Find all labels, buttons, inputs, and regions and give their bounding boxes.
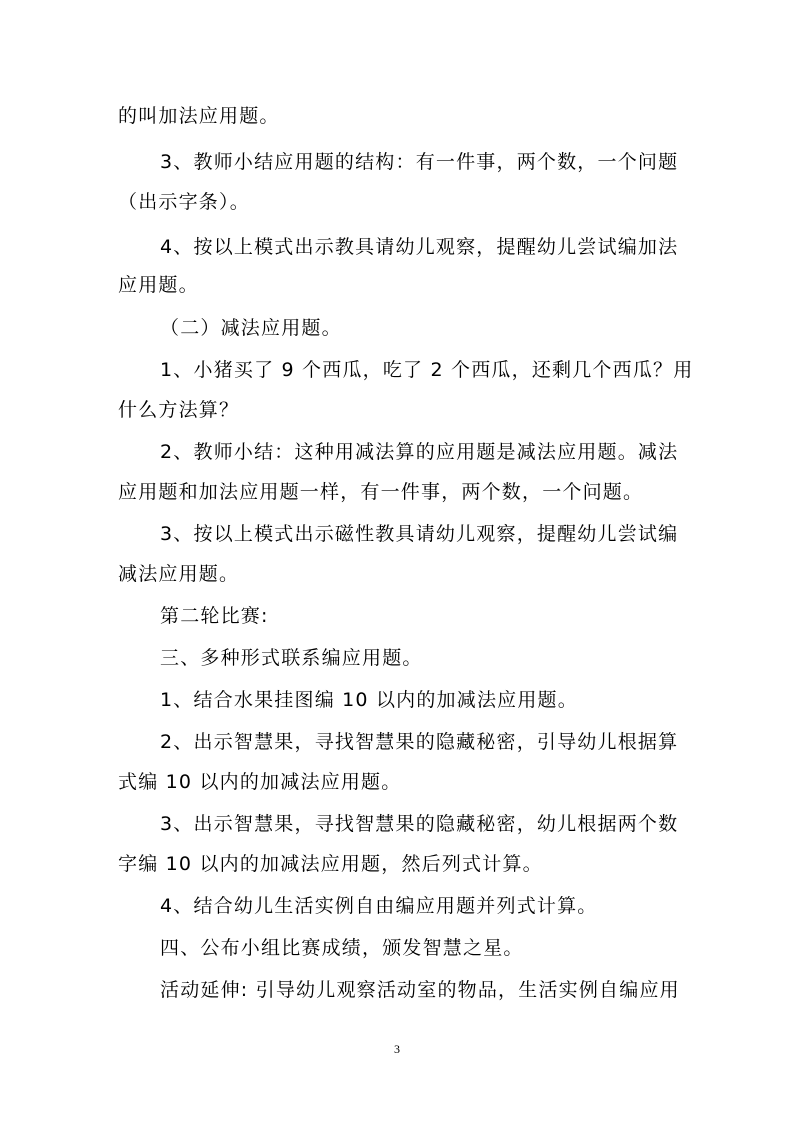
text-line: 3、教师小结应用题的结构：有一件事，两个数，一个问题 (160, 151, 679, 173)
text-line: 应用题和加法应用题一样，有一件事，两个数，一个问题。 (118, 481, 644, 503)
text-line: 2、出示智慧果，寻找智慧果的隐藏秘密，引导幼儿根据算 (160, 731, 679, 753)
text-line: 3、出示智慧果，寻找智慧果的隐藏秘密，幼儿根据两个数 (160, 813, 679, 835)
text-line: 1、结合水果挂图编 10 以内的加减法应用题。 (160, 689, 578, 711)
section-heading: 三、多种形式联系编应用题。 (160, 647, 423, 669)
text-line: 字编 10 以内的加减法应用题，然后列式计算。 (118, 853, 543, 875)
text-line: 式编 10 以内的加减法应用题。 (118, 771, 402, 793)
text-line: 3、按以上模式出示磁性教具请幼儿观察，提醒幼儿尝试编 (160, 523, 679, 545)
text-line: 4、结合幼儿生活实例自由编应用题并列式计算。 (160, 895, 598, 917)
section-heading: （二）减法应用题。 (160, 317, 342, 339)
text-line: （出示字条）。 (118, 191, 250, 213)
text-line: 应用题。 (118, 274, 199, 296)
text-line: 的叫加法应用题。 (118, 105, 280, 127)
page-number: 3 (394, 1042, 400, 1056)
text-line: 4、按以上模式出示教具请幼儿观察，提醒幼儿尝试编加法 (160, 236, 679, 258)
text-line: 1、小猪买了 9 个西瓜，吃了 2 个西瓜，还剩几个西瓜？用 (160, 359, 694, 381)
text-line: 减法应用题。 (118, 563, 240, 585)
section-heading: 四、公布小组比赛成绩，颁发智慧之星。 (160, 937, 524, 959)
section-heading: 第二轮比赛: (160, 605, 269, 627)
text-line: 什么方法算？ (118, 399, 240, 421)
text-line: 2、教师小结：这种用减法算的应用题是减法应用题。减法 (160, 441, 679, 463)
text-line: 活动延伸: 引导幼儿观察活动室的物品，生活实例自编应用 (160, 979, 680, 1001)
